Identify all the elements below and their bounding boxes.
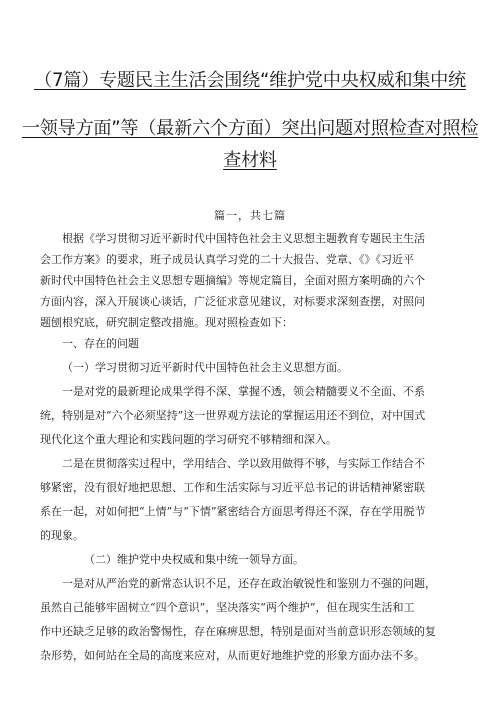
body-line: 根据《学习贯彻习近平新时代中国特色社会主义思想主题教育专题民主生活	[62, 232, 425, 245]
body-line: 题刨根究底，研究制定整改措施。现对照检查如下：	[40, 316, 293, 329]
body-line: 系在一起，对如何把“上情”与“下情”紧密结合方面思考得还不深，存在学用脱节	[40, 505, 426, 518]
document-title-line-1: （7篇）专题民主生活会围绕“维护党中央权威和集中统	[34, 70, 466, 91]
body-line: 一是对党的最新理论成果学得不深、掌握不透，领会精髓要义不全面、不系	[62, 385, 425, 398]
document-title-line-2: 一领导方面”等（最新六个方面）突出问题对照检查对照检	[21, 118, 479, 139]
body-line: 一是对从严治党的新常态认识不足，还存在政治敏锐性和鉴别力不强的问题，	[62, 577, 436, 590]
body-line: 作中还缺乏足够的政治警惕性，存在麻痹思想，特别是面对当前意识形态领域的复	[40, 625, 436, 638]
body-line: 虽然自己能够牢固树立“四个意识”，坚决落实“两个维护”，但在现实生活和工	[40, 601, 415, 614]
body-line: 杂形势，如何站在全局的高度来应对，从而更好地维护党的形象方面办法不多。	[40, 649, 425, 662]
section-subheading: 篇一，共七篇	[214, 209, 286, 222]
body-line: 的现象。	[40, 529, 84, 542]
body-line: 二是在贯彻落实过程中，学用结合、学以致用做得不够，与实际工作结合不	[62, 457, 425, 470]
body-line: 方面内容，深入开展谈心谈话，广泛征求意见建议，对标要求深刻查摆，对照问	[40, 295, 425, 308]
subsection-heading: （一）学习贯彻习近平新时代中国特色社会主义思想方面。	[62, 361, 348, 374]
body-line: 现代化这个重大理论和实践问题的学习研究不够精细和深入。	[40, 433, 337, 446]
body-line: 新时代中国特色社会主义思想专题摘编》等规定篇目，全面对照方案明确的六个	[40, 274, 425, 287]
body-line: 会工作方案》的要求，班子成员认真学习党的二十大报告、党章、《》《习近平	[40, 253, 414, 266]
document-title-line-3: 查材料	[223, 150, 277, 171]
body-line: 统，特别是对“六个必须坚持”这一世界观方法论的掌握运用还不到位，对中国式	[40, 409, 426, 422]
subsection-heading: （二）维护党中央权威和集中统一领导方面。	[84, 553, 304, 566]
section-heading: 一、存在的问题	[62, 337, 139, 350]
body-line: 够紧密，没有很好地把思想、工作和生活实际与习近平总书记的讲话精神紧密联	[40, 481, 425, 494]
